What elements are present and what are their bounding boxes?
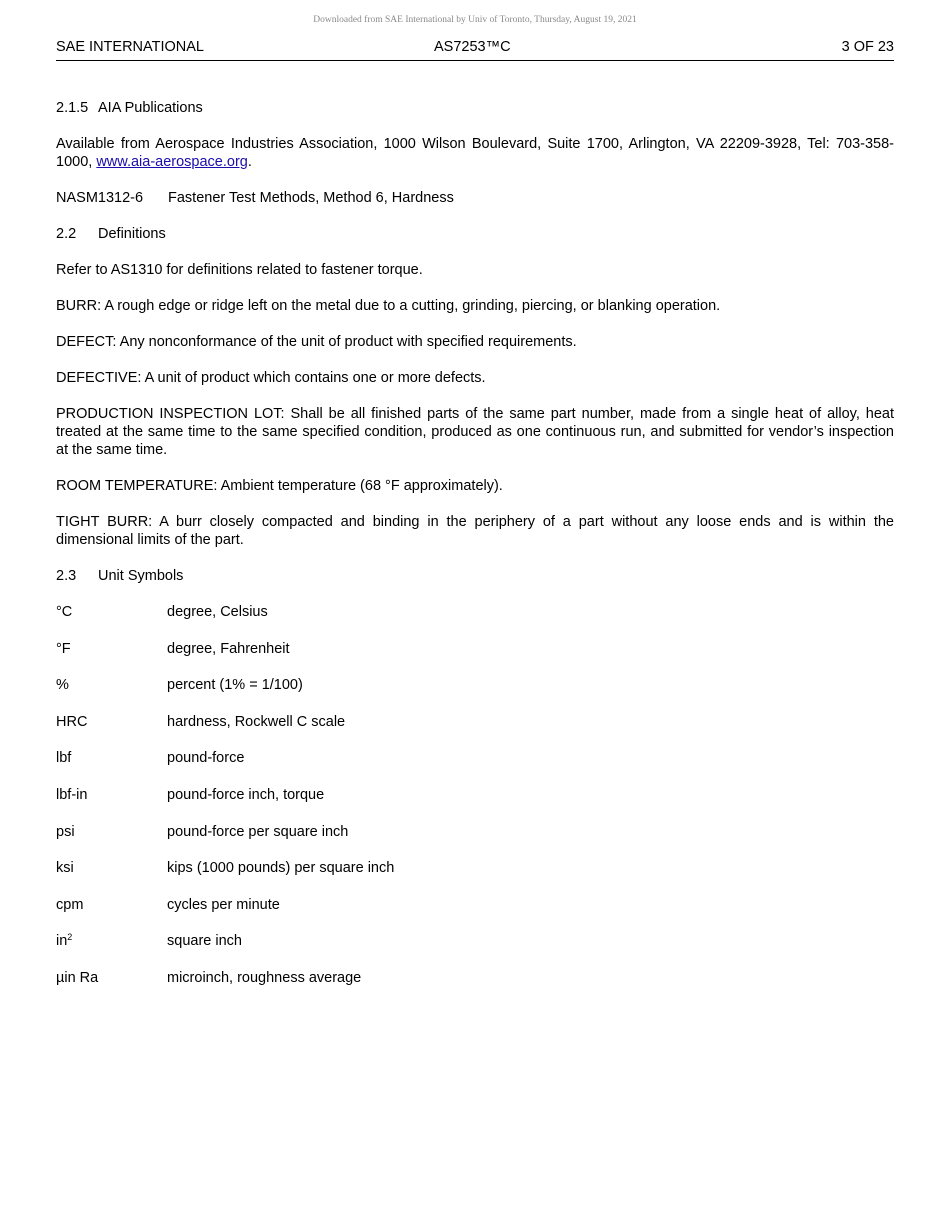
unit-symbol: cpm [56,896,84,913]
section-heading-2-1-5 [56,99,894,117]
aia-availability-paragraph [56,135,894,171]
unit-description: cycles per minute [167,896,280,913]
unit-description: hardness, Rockwell C scale [167,713,346,730]
definition-tight-burr: TIGHT BURR: A burr closely compacted and binding in the periphery of a part without any loose ends and is within the dimensional limits of the part. [56,514,894,548]
symbol-row [56,786,894,823]
section-heading-2-2 [56,225,894,243]
symbol-row [56,823,894,860]
section-title: Unit Symbols [98,568,184,584]
document-body [56,99,894,1006]
definition-defect: DEFECT: Any nonconformance of the unit of product with specified requirements. [56,334,577,350]
aia-text-end: . [247,154,252,170]
section-number: 2.3 [56,568,77,584]
symbol-row [56,859,894,896]
unit-description: pound-force inch, torque [167,786,325,803]
unit-description: pound-force per square inch [167,823,349,840]
header-doc-id: AS7253™C [434,39,511,55]
unit-description: kips (1000 pounds) per square inch [167,860,395,877]
unit-symbol: µin Ra [56,969,99,986]
unit-symbol-base: in [56,933,68,950]
unit-description: degree, Fahrenheit [167,640,290,657]
section-heading-2-3 [56,567,894,585]
reference-title: Fastener Test Methods, Method 6, Hardness [168,190,454,206]
symbol-row [56,932,894,969]
reference-id: NASM1312-6 [56,190,144,206]
unit-description: degree, Celsius [167,604,268,620]
symbol-row [56,969,894,1006]
symbol-row [56,896,894,933]
unit-symbol: psi [56,823,75,840]
section-title: AIA Publications [98,100,203,116]
definition-production-inspection-lot: PRODUCTION INSPECTION LOT: Shall be all finished parts of the same part number, made from a single heat of alloy, heat treated at the same time to the same specified condition, produced as one continuous run, and submitted for vendor’s inspection at the same time. [56,406,894,458]
section-number: 2.1.5 [56,100,89,116]
unit-description: microinch, roughness average [167,969,362,986]
section-title: Definitions [98,226,166,242]
unit-symbol: °C [56,604,73,620]
unit-symbol: ksi [56,860,74,877]
unit-symbol: % [56,677,69,694]
definition-room-temperature: ROOM TEMPERATURE: Ambient temperature (68 °F approximately). [56,478,503,494]
aia-website-link[interactable]: www.aia-aerospace.org [96,154,248,170]
symbol-row [56,749,894,786]
unit-description: square inch [167,933,242,950]
unit-symbol: lbf [56,750,72,767]
unit-symbol [56,932,167,969]
symbol-row [56,640,894,677]
symbol-row [56,676,894,713]
symbol-row [56,603,894,640]
unit-symbol: lbf-in [56,786,88,803]
download-watermark: Downloaded from SAE International by Univ of Toronto, Thursday, August 19, 2021 [313,15,637,25]
section-number: 2.2 [56,226,77,242]
header-page-number: 3 OF 23 [841,39,894,55]
unit-symbol: °F [56,640,71,657]
unit-symbol-exponent: 2 [67,932,73,943]
definition-burr: BURR: A rough edge or ridge left on the metal due to a cutting, grinding, piercing, or blanking operation. [56,298,721,314]
header-org: SAE INTERNATIONAL [56,39,204,55]
symbol-row [56,713,894,750]
definition-defective: DEFECTIVE: A unit of product which contains one or more defects. [56,370,486,386]
aia-text: Available from Aerospace Industries Association, 1000 Wilson Boulevard, Suite 1700, Arlington, VA 22209-3928, Tel: 703-358-1000, [56,136,894,170]
unit-symbols-list [56,603,894,1006]
definition-paragraph: Refer to AS1310 for definitions related to fastener torque. [56,262,423,278]
unit-description: percent (1% = 1/100) [167,677,303,694]
unit-description: pound-force [167,750,245,767]
reference-nasm1312-6 [56,189,894,207]
page-header [56,38,894,61]
unit-symbol: HRC [56,713,88,730]
